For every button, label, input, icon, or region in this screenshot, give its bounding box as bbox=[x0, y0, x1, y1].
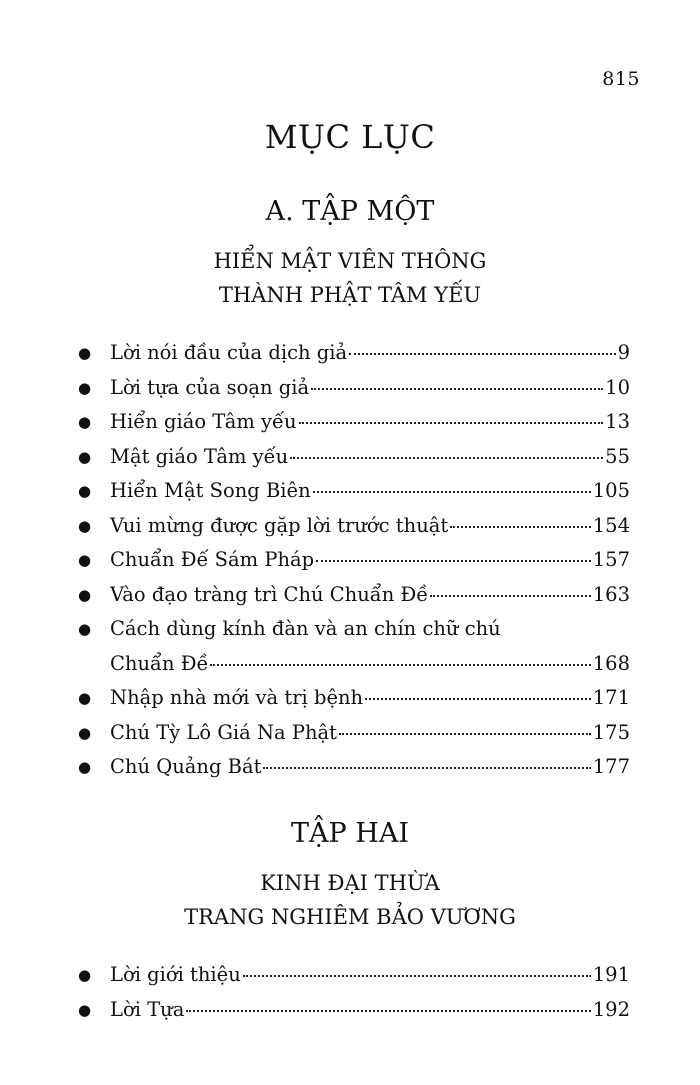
toc-entry-title: Chú Quảng Bát bbox=[110, 755, 262, 778]
toc-entry-title: Chuẩn Đề bbox=[110, 651, 209, 675]
toc-entry-title: Lời giới thiệu bbox=[110, 963, 241, 986]
toc-entry-page: 175 bbox=[592, 720, 630, 744]
bullet-icon: ● bbox=[78, 620, 92, 638]
toc-list-section-b bbox=[78, 958, 630, 1027]
toc-entry[interactable] bbox=[78, 993, 630, 1028]
toc-entry[interactable] bbox=[78, 681, 630, 716]
toc-entry-page: 157 bbox=[592, 548, 630, 571]
toc-entry-page: 154 bbox=[592, 513, 630, 537]
section-b-heading: TẬP HAI bbox=[291, 818, 409, 849]
toc-entry-page: 13 bbox=[605, 410, 630, 433]
toc-entry[interactable] bbox=[78, 543, 630, 578]
section-b-subtitle bbox=[0, 866, 700, 934]
bullet-icon: ● bbox=[78, 413, 92, 431]
dot-leader bbox=[299, 422, 604, 424]
toc-list-section-a bbox=[78, 336, 630, 785]
bullet-icon: ● bbox=[78, 378, 92, 397]
bullet-icon: ● bbox=[78, 344, 92, 362]
section-a-subtitle-line-2: THÀNH PHẬT TÂM YẾU bbox=[218, 283, 482, 307]
toc-entry-title: Vui mừng được gặp lời trước thuật bbox=[110, 513, 449, 537]
section-a-subtitle bbox=[0, 244, 700, 312]
dot-leader bbox=[311, 388, 603, 390]
toc-entry-page: 177 bbox=[592, 755, 630, 778]
toc-entry-title: Lời nói đầu của dịch giả bbox=[110, 341, 348, 364]
toc-entry[interactable] bbox=[78, 474, 630, 509]
bullet-icon: ● bbox=[78, 482, 92, 500]
toc-entry[interactable] bbox=[78, 716, 630, 751]
dot-leader bbox=[263, 767, 590, 769]
bullet-icon: ● bbox=[78, 1000, 92, 1019]
dot-leader bbox=[290, 457, 603, 459]
toc-entry-title: Lời Tựa bbox=[110, 997, 185, 1021]
toc-entry-title: Lời tựa của soạn giả bbox=[110, 375, 310, 399]
bullet-icon: ● bbox=[78, 516, 92, 535]
toc-entry-page: 105 bbox=[592, 479, 630, 502]
toc-entry-page: 191 bbox=[592, 963, 630, 986]
dot-leader bbox=[316, 560, 591, 562]
toc-entry-page: 163 bbox=[592, 582, 630, 606]
bullet-icon: ● bbox=[78, 723, 92, 742]
page-title: MỤC LỤC bbox=[264, 118, 436, 156]
section-a-heading: A. TẬP MỘT bbox=[265, 196, 435, 227]
dot-leader bbox=[186, 1010, 590, 1012]
page-number: 815 bbox=[602, 68, 640, 90]
toc-entry[interactable] bbox=[78, 371, 630, 406]
toc-entry[interactable] bbox=[78, 336, 630, 371]
toc-entry[interactable] bbox=[78, 750, 630, 785]
dot-leader bbox=[313, 491, 591, 493]
bullet-icon: ● bbox=[78, 689, 92, 707]
dot-leader bbox=[430, 595, 591, 597]
section-a-subtitle-line-1: HIỂN MẬT VIÊN THÔNG bbox=[213, 249, 487, 273]
section-b-subtitle-line-1: KINH ĐẠI THỪA bbox=[260, 871, 440, 895]
toc-entry-page: 168 bbox=[592, 651, 630, 675]
toc-entry-title: Hiển giáo Tâm yếu bbox=[110, 410, 297, 433]
toc-entry[interactable] bbox=[78, 405, 630, 440]
dot-leader bbox=[349, 353, 615, 355]
toc-entry-page: 171 bbox=[592, 686, 630, 709]
toc-entry-title: Vào đạo tràng trì Chú Chuẩn Đề bbox=[110, 582, 429, 606]
toc-entry[interactable] bbox=[78, 958, 630, 993]
bullet-icon: ● bbox=[78, 585, 92, 604]
toc-entry-title-line-1: Cách dùng kính đàn và an chín chữ chú bbox=[110, 617, 501, 640]
dot-leader bbox=[450, 526, 591, 528]
bullet-icon: ● bbox=[78, 966, 92, 984]
dot-leader bbox=[210, 664, 590, 666]
toc-entry-page: 55 bbox=[605, 444, 630, 468]
toc-entry-page: 9 bbox=[617, 341, 630, 364]
toc-entry-page: 10 bbox=[605, 375, 630, 399]
toc-entry[interactable] bbox=[78, 440, 630, 475]
bullet-icon: ● bbox=[78, 447, 92, 466]
toc-entry-title: Hiển Mật Song Biên bbox=[110, 479, 311, 502]
toc-entry-title: Nhập nhà mới và trị bệnh bbox=[110, 686, 364, 709]
bullet-icon: ● bbox=[78, 758, 92, 776]
toc-entry-title: Mật giáo Tâm yếu bbox=[110, 444, 289, 468]
toc-entry-title: Chú Tỳ Lô Giá Na Phật bbox=[110, 720, 338, 744]
toc-entry[interactable] bbox=[78, 612, 630, 681]
toc-entry-page: 192 bbox=[592, 997, 630, 1021]
toc-entry[interactable] bbox=[78, 509, 630, 544]
dot-leader bbox=[339, 733, 591, 735]
section-b-subtitle-line-2: TRANG NGHIÊM BẢO VƯƠNG bbox=[184, 905, 516, 929]
toc-entry-title: Chuẩn Đế Sám Pháp bbox=[110, 548, 315, 571]
dot-leader bbox=[365, 698, 591, 700]
bullet-icon: ● bbox=[78, 551, 92, 569]
dot-leader bbox=[243, 975, 591, 977]
toc-entry[interactable] bbox=[78, 578, 630, 613]
